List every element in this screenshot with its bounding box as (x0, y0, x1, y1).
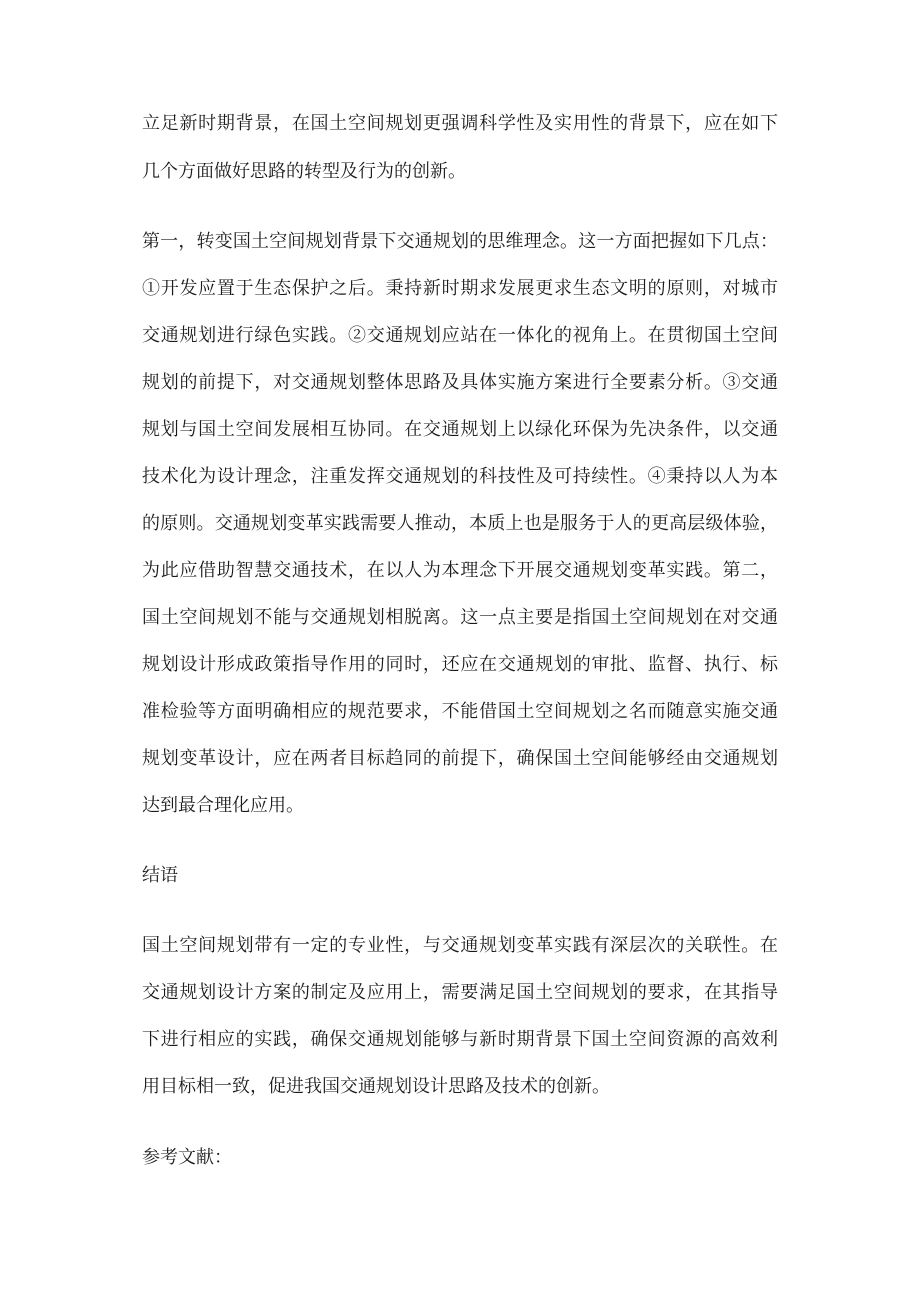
text-line: ①开发应置于生态保护之后。秉持新时期求发展更求生态文明的原则，对城市 (142, 278, 778, 299)
text-line: 第一，转变国土空间规划背景下交通规划的思维理念。这一方面把握如下几点： (142, 231, 778, 252)
text-line: 规划与国土空间发展相互协同。在交通规划上以绿化环保为先决条件，以交通 (142, 419, 778, 440)
text-line: 用目标相一致，促进我国交通规划设计思路及技术的创新。 (142, 1076, 610, 1097)
text-line: 达到最合理化应用。 (142, 795, 304, 816)
text-line: 几个方面做好思路的转型及行为的创新。 (142, 161, 466, 182)
text-line: 准检验等方面明确相应的规范要求，不能借国土空间规划之名而随意实施交通 (142, 701, 778, 722)
text-line: 国土空间规划不能与交通规划相脱离。这一点主要是指国土空间规划在对交通 (142, 607, 778, 628)
text-line: 为此应借助智慧交通技术，在以人为本理念下开展交通规划变革实践。第二， (142, 560, 778, 581)
text-line: 规划的前提下，对交通规划整体思路及具体实施方案进行全要素分析。③交通 (142, 372, 778, 393)
text-line: 交通规划进行绿色实践。②交通规划应站在一体化的视角上。在贯彻国土空间 (142, 325, 778, 346)
heading-references: 参考文献： (142, 1147, 232, 1168)
heading-conclusion: 结语 (142, 865, 178, 886)
text-line: 交通规划设计方案的制定及应用上，需要满足国土空间规划的要求，在其指导 (142, 982, 778, 1003)
text-line: 技术化为设计理念，注重发挥交通规划的科技性及可持续性。④秉持以人为本 (142, 466, 778, 487)
text-line: 规划变革设计，应在两者目标趋同的前提下，确保国土空间能够经由交通规划 (142, 748, 778, 769)
text-line: 的原则。交通规划变革实践需要人推动，本质上也是服务于人的更高层级体验， (142, 513, 778, 534)
text-line: 立足新时期背景，在国土空间规划更强调科学性及实用性的背景下，应在如下 (142, 113, 778, 134)
text-line: 规划设计形成政策指导作用的同时，还应在交通规划的审批、监督、执行、标 (142, 654, 778, 675)
text-line: 下进行相应的实践，确保交通规划能够与新时期背景下国土空间资源的高效利 (142, 1029, 778, 1050)
text-line: 国土空间规划带有一定的专业性，与交通规划变革实践有深层次的关联性。在 (142, 935, 778, 956)
